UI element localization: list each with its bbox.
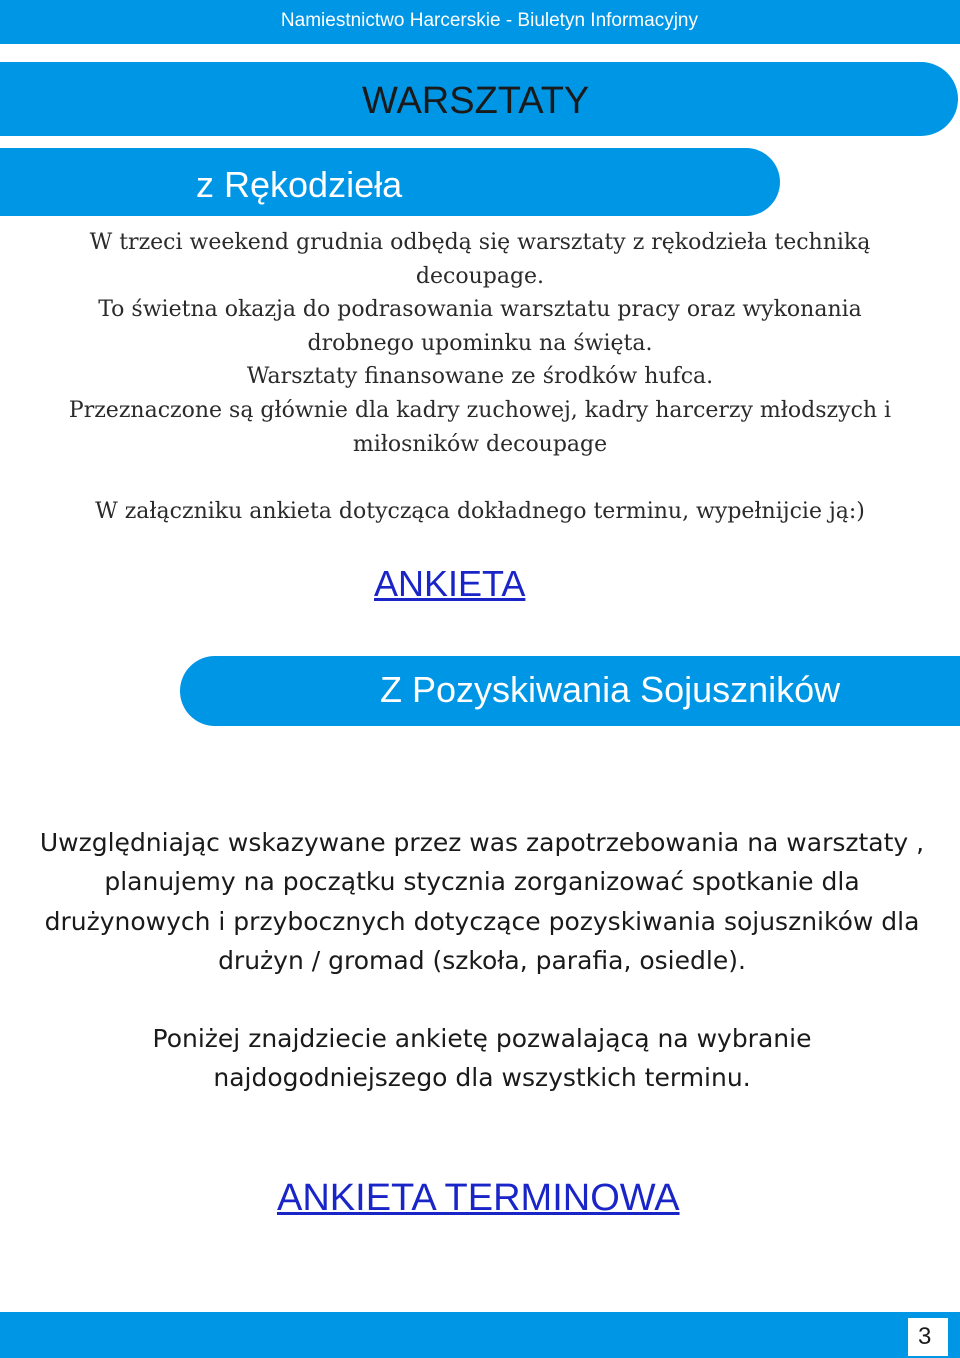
paragraph-line: W trzeci weekend grudnia odbędą się warsztaty z rękodzieła techniką bbox=[89, 230, 871, 255]
section-title: WARSZTATY bbox=[362, 80, 590, 122]
date-survey-link[interactable]: ANKIETA TERMINOWA bbox=[277, 1177, 680, 1219]
newsletter-title: Namiestnictwo Harcerskie - Biuletyn Informacyjny bbox=[280, 10, 698, 31]
paragraph-line: planujemy na początku stycznia zorganizować spotkanie dla bbox=[104, 867, 860, 897]
handicraft-title: z Rękodzieła bbox=[196, 164, 403, 205]
paragraph-line: najdogodniejszego dla wszystkich terminu. bbox=[213, 1063, 751, 1093]
attachment-note: W załączniku ankieta dotycząca dokładnego terminu, wypełnijcie ją:) bbox=[95, 499, 865, 524]
paragraph-line: drużyn / gromad (szkoła, parafia, osiedle). bbox=[218, 946, 746, 976]
paragraph-line: decoupage. bbox=[415, 263, 545, 289]
paragraph-line: Poniżej znajdziecie ankietę pozwalającą na wybranie bbox=[152, 1024, 812, 1053]
footer-bar bbox=[0, 1312, 960, 1358]
paragraph-line: To świetna okazja do podrasowania warsztatu pracy oraz wykonania bbox=[98, 297, 862, 323]
paragraph-line: Przeznaczone są głównie dla kadry zuchowej, kadry harcerzy młodszych i bbox=[68, 397, 892, 423]
allies-paragraph bbox=[0, 823, 960, 981]
paragraph-line: drobnego upominku na święta. bbox=[307, 330, 653, 356]
paragraph-line: drużynowych i przybocznych dotyczące pozyskiwania sojuszników dla bbox=[44, 906, 920, 936]
page-number: 3 bbox=[918, 1323, 932, 1350]
survey-paragraph bbox=[0, 1019, 960, 1098]
handicraft-paragraph bbox=[0, 226, 960, 461]
paragraph-line: Uwzględniając wskazywane przez was zapotrzebowania na warsztaty , bbox=[39, 828, 925, 857]
paragraph-line: Warsztaty finansowane ze środków hufca. bbox=[246, 364, 714, 390]
survey-link[interactable]: ANKIETA bbox=[374, 563, 526, 604]
paragraph-line: miłosników decoupage bbox=[352, 431, 608, 457]
allies-title: Z Pozyskiwania Sojuszników bbox=[380, 669, 841, 710]
